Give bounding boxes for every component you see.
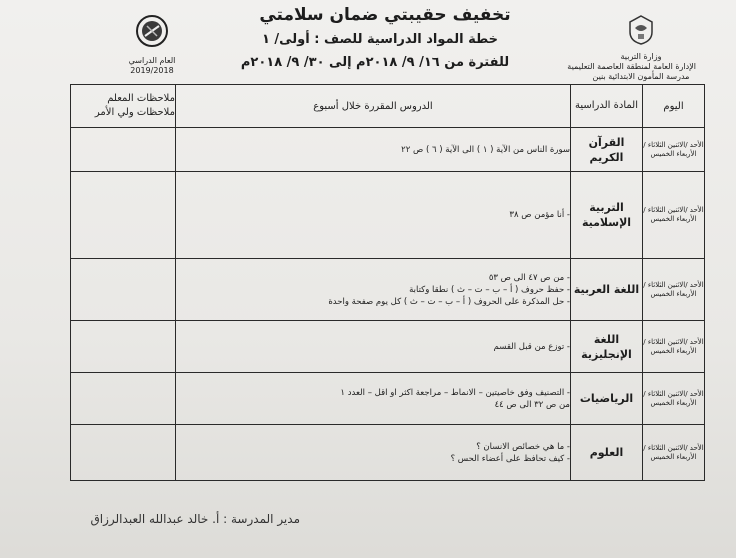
row-days: الأحد /الاثنين الثلاثاء /الأربعاء الخميس bbox=[643, 321, 705, 373]
lesson-line: من ص ٣٢ الى ص ٤٤ bbox=[494, 399, 570, 410]
lesson-line: - حل المذكرة على الحروف ( أ – ب – ت – ث ) كل يوم صفحة واحدة bbox=[328, 296, 570, 307]
row-notes bbox=[71, 425, 176, 481]
lesson-line: - أنا مؤمن ص ٣٨ bbox=[509, 210, 570, 220]
ministry-line-3: مدرسة المأمون الابتدائية بنين bbox=[592, 72, 690, 81]
row-notes bbox=[71, 373, 176, 425]
row-days: الأحد /الاثنين الثلاثاء /الأربعاء الخميس bbox=[643, 425, 705, 481]
row-subject: اللغة الإنجليزية bbox=[571, 321, 643, 373]
page-title: تخفيف حقيبتي ضمان سلامتي bbox=[259, 5, 511, 25]
header-subject: المادة الدراسية bbox=[571, 85, 643, 128]
lesson-line: - التصنيف وفق خاصيتين – الانماط – مراجعة اكثر او اقل – العدد ١ bbox=[340, 387, 570, 398]
row-notes bbox=[71, 321, 176, 373]
lesson-line: - حفظ حروف ( أ – ب – ت – ث ) نطقا وكتابة bbox=[409, 284, 570, 295]
kuwait-emblem-icon bbox=[626, 14, 656, 46]
row-days: الأحد /الاثنين الثلاثاء /الأربعاء الخميس bbox=[643, 172, 705, 259]
header-lessons: الدروس المقررة خلال أسبوع bbox=[176, 85, 571, 128]
row-subject: اللغة العربية bbox=[571, 259, 643, 321]
table-row bbox=[71, 259, 705, 321]
lesson-line: سورة الناس من الآية ( ١ ) الى الآية ( ٦ ) ص ٢٢ bbox=[401, 144, 570, 155]
lesson-line: - من ص ٤٧ الى ص ٥٣ bbox=[488, 272, 570, 283]
row-subject: الرياضيات bbox=[571, 373, 643, 425]
row-notes bbox=[71, 128, 176, 172]
academic-year: 2019/2018 bbox=[130, 66, 174, 75]
row-days: الأحد /الاثنين الثلاثاء /الأربعاء الخميس bbox=[643, 128, 705, 172]
study-plan-table bbox=[70, 84, 705, 481]
table-row bbox=[71, 128, 705, 172]
row-lessons bbox=[176, 321, 571, 373]
header-day: اليوم bbox=[643, 85, 705, 128]
lesson-line: - ما هي خصائص الانسان ؟ bbox=[476, 441, 570, 452]
school-logo-block bbox=[120, 14, 184, 76]
table-row bbox=[71, 425, 705, 481]
period-subtitle: للفترة من ١٦/ ٩/ ٢٠١٨م إلى ٣٠/ ٩/ ٢٠١٨م bbox=[240, 55, 510, 70]
ministry-line-2: الإدارة العامة لمنطقة العاصمة التعليمية bbox=[567, 62, 696, 71]
plan-subtitle: خطة المواد الدراسية للصف : أولى/ ١ bbox=[261, 32, 499, 47]
row-subject: العلوم bbox=[571, 425, 643, 481]
row-notes bbox=[71, 172, 176, 259]
lesson-line: - توزع من قبل القسم bbox=[493, 341, 570, 352]
table-header-row bbox=[71, 85, 705, 128]
row-lessons bbox=[176, 128, 571, 172]
table-row bbox=[71, 172, 705, 259]
header-notes: ملاحظات المعلم ملاحظات ولي الأمر bbox=[71, 85, 176, 128]
table-row bbox=[71, 373, 705, 425]
school-logo-icon bbox=[135, 14, 169, 50]
row-lessons bbox=[176, 373, 571, 425]
row-lessons bbox=[176, 259, 571, 321]
principal-signature: مدير المدرسة : أ. خالد عبدالله العبدالرزاق bbox=[90, 512, 300, 526]
lesson-line: - كيف تحافظ على أعضاء الحس ؟ bbox=[450, 453, 570, 464]
ministry-header bbox=[567, 14, 696, 82]
row-subject: التربية الإسلامية bbox=[571, 172, 643, 259]
row-lessons bbox=[176, 172, 571, 259]
row-lessons bbox=[176, 425, 571, 481]
row-subject: القرآن الكريم bbox=[571, 128, 643, 172]
row-days: الأحد /الاثنين الثلاثاء /الأربعاء الخميس bbox=[643, 259, 705, 321]
ministry-line-1: وزارة التربية bbox=[620, 52, 662, 61]
row-days: الأحد /الاثنين الثلاثاء /الأربعاء الخميس bbox=[643, 373, 705, 425]
row-notes bbox=[71, 259, 176, 321]
academic-year-label: العام الدراسي bbox=[128, 56, 176, 65]
table-row bbox=[71, 321, 705, 373]
